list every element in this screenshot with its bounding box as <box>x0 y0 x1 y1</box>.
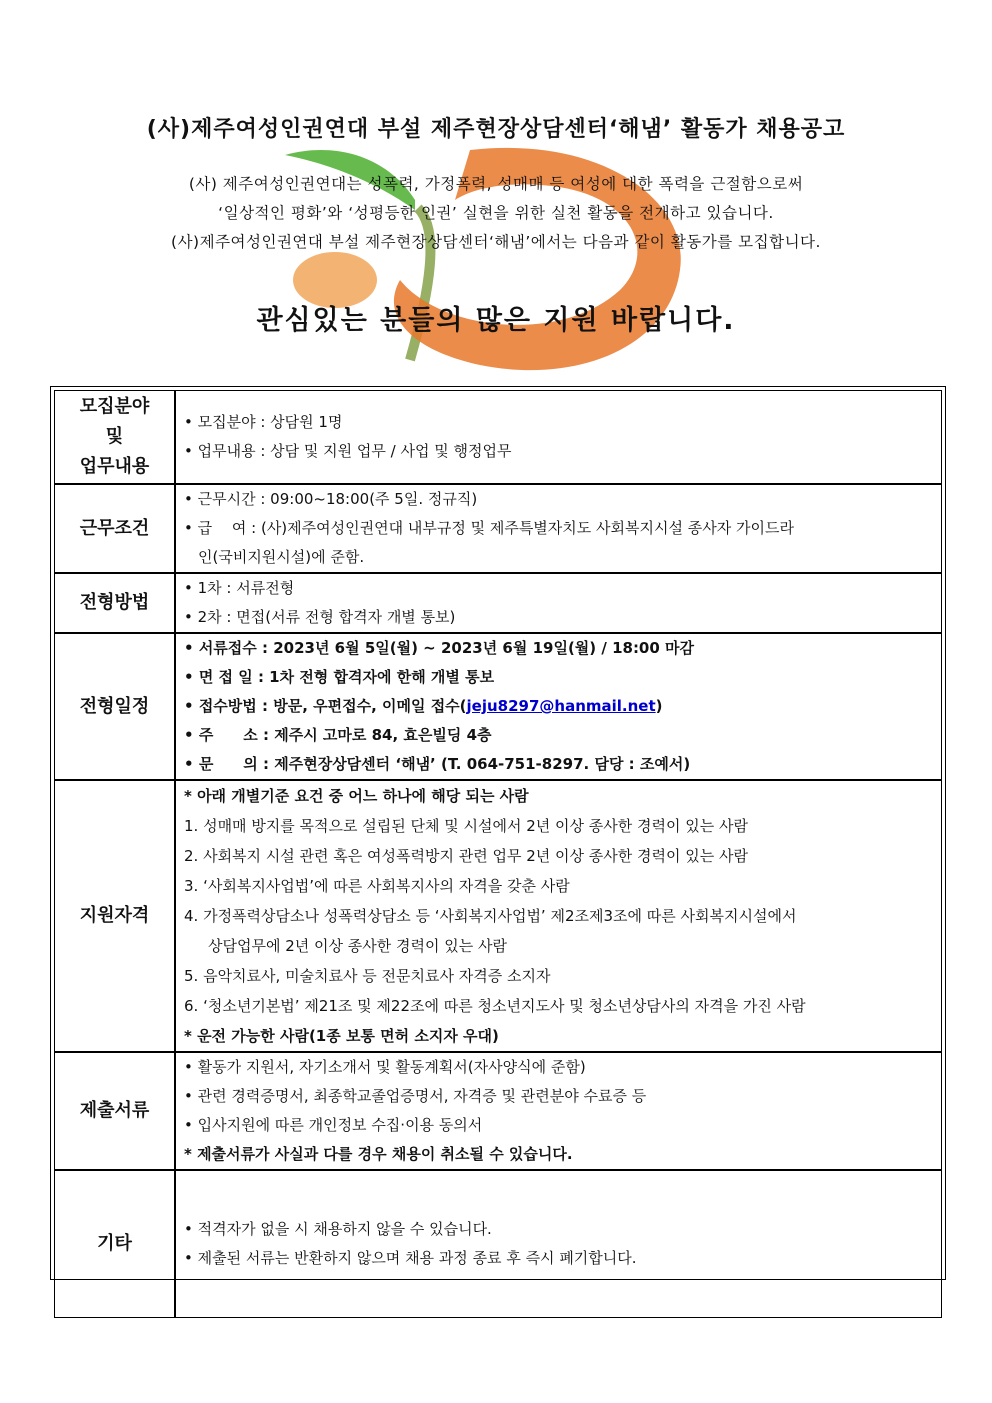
list-footer: * 운전 가능한 사람(1종 보통 면허 소지자 우대) <box>184 1027 499 1045</box>
row-content <box>175 780 942 1052</box>
intro-line: (사) 제주여성인권연대는 성폭력, 가정폭력, 성매매 등 여성에 대한 폭력을 근절함으로써 <box>188 175 804 193</box>
list-item: • 입사지원에 따른 개인정보 수집·이용 동의서 <box>184 1111 935 1140</box>
list-item: 4. 가정폭력상담소나 성폭력상담소 등 ‘사회복지사업법’ 제2조제3조에 따른 사회복지시설에서 <box>184 907 797 925</box>
row-content <box>175 573 942 633</box>
list-item: 3. ‘사회복지사업법’에 따른 사회복지사의 자격을 갖춘 사람 <box>184 877 570 895</box>
row-schedule <box>54 633 942 780</box>
page-title: (사)제주여성인권연대 부설 제주현장상담센터‘해냄’ 활동가 채용공고 <box>146 117 846 142</box>
method-prefix: 접수방법 : 방문, 우편접수, 이메일 접수( <box>198 697 467 715</box>
row-content <box>175 633 942 780</box>
row-content <box>175 390 942 484</box>
list-header: * 아래 개별기준 요건 중 어느 하나에 해당 되는 사람 <box>184 787 529 805</box>
list-item: • 2차 : 면접(서류 전형 합격자 개별 통보) <box>184 603 935 632</box>
row-content <box>175 1052 942 1170</box>
list-item: • 관련 경력증명서, 최종학교졸업증명서, 자격증 및 관련분야 수료증 등 <box>184 1082 935 1111</box>
list-item: • 급 여 : (사)제주여성인권연대 내부규정 및 제주특별자치도 사회복지시설 종사자 가이드라 <box>184 514 935 543</box>
list-item: 6. ‘청소년기본법’ 제21조 및 제22조에 따른 청소년지도사 및 청소년상담사의 자격을 가진 사람 <box>184 997 806 1015</box>
list-item: • 면 접 일 : 1차 전형 합격자에 한해 개별 통보 <box>184 663 935 692</box>
row-content <box>175 484 942 573</box>
intro-paragraph <box>0 170 992 257</box>
row-label: 근무조건 <box>54 484 175 573</box>
headline: 관심있는 분들의 많은 지원 바랍니다. <box>256 305 736 336</box>
row-etc <box>54 1170 942 1318</box>
row-label: 제출서류 <box>54 1052 175 1170</box>
list-item: • 모집분야 : 상담원 1명 <box>184 408 935 437</box>
list-item-continuation: 인(국비지원시설)에 준함. <box>198 548 365 566</box>
row-label: 기타 <box>54 1170 175 1318</box>
list-item: • 근무시간 : 09:00~18:00(주 5일. 정규직) <box>184 485 935 514</box>
row-label: 전형일정 <box>54 633 175 780</box>
list-item: 5. 음악치료사, 미술치료사 등 전문치료사 자격증 소지자 <box>184 967 551 985</box>
list-item: • 업무내용 : 상담 및 지원 업무 / 사업 및 행정업무 <box>184 437 935 466</box>
list-item: • 1차 : 서류전형 <box>184 574 935 603</box>
row-content <box>175 1170 942 1318</box>
organization-logo <box>240 130 700 390</box>
row-label <box>54 390 175 484</box>
label-line: 업무내용 <box>79 456 150 477</box>
list-item: • 적격자가 없을 시 채용하지 않을 수 있습니다. <box>184 1215 935 1244</box>
list-item <box>184 692 935 721</box>
list-item: • 제출된 서류는 반환하지 않으며 채용 과정 종료 후 즉시 폐기합니다. <box>184 1244 935 1273</box>
row-selection <box>54 573 942 633</box>
label-line: 모집분야 <box>79 396 150 417</box>
row-documents <box>54 1052 942 1170</box>
list-item: • 주 소 : 제주시 고마로 84, 효은빌딩 4층 <box>184 721 935 750</box>
row-label: 지원자격 <box>54 780 175 1052</box>
list-item: • 활동가 지원서, 자기소개서 및 활동계획서(자사양식에 준함) <box>184 1053 935 1082</box>
row-qualification <box>54 780 942 1052</box>
list-item: • 문 의 : 제주현장상담센터 ‘해냄’ (T. 064-751-8297. 담당 : 조예서) <box>184 750 935 779</box>
list-footer: * 제출서류가 사실과 다를 경우 채용이 취소될 수 있습니다. <box>184 1145 573 1163</box>
row-recruit <box>54 390 942 484</box>
list-item: 1. 성매매 방지를 목적으로 설립된 단체 및 시설에서 2년 이상 종사한 경력이 있는 사람 <box>184 817 749 835</box>
row-conditions <box>54 484 942 573</box>
list-item-continuation: 상담업무에 2년 이상 종사한 경력이 있는 사람 <box>208 937 507 955</box>
row-label: 전형방법 <box>54 573 175 633</box>
list-item: 2. 사회복지 시설 관련 혹은 여성폭력방지 관련 업무 2년 이상 종사한 경력이 있는 사람 <box>184 847 749 865</box>
intro-line: (사)제주여성인권연대 부설 제주현장상담센터‘해냄’에서는 다음과 같이 활동가를 모집합니다. <box>171 233 821 251</box>
method-suffix: ) <box>655 697 663 715</box>
list-item: • 서류접수 : 2023년 6월 5일(월) ~ 2023년 6월 19일(월) / 18:00 마감 <box>184 634 935 663</box>
intro-line: ‘일상적인 평화’와 ‘성평등한 인권’ 실현을 위한 실천 활동을 전개하고 있습니다. <box>218 204 774 222</box>
label-line: 및 <box>105 426 124 447</box>
recruitment-table <box>50 386 946 1280</box>
email-link[interactable]: jeju8297@hanmail.net <box>466 697 656 715</box>
